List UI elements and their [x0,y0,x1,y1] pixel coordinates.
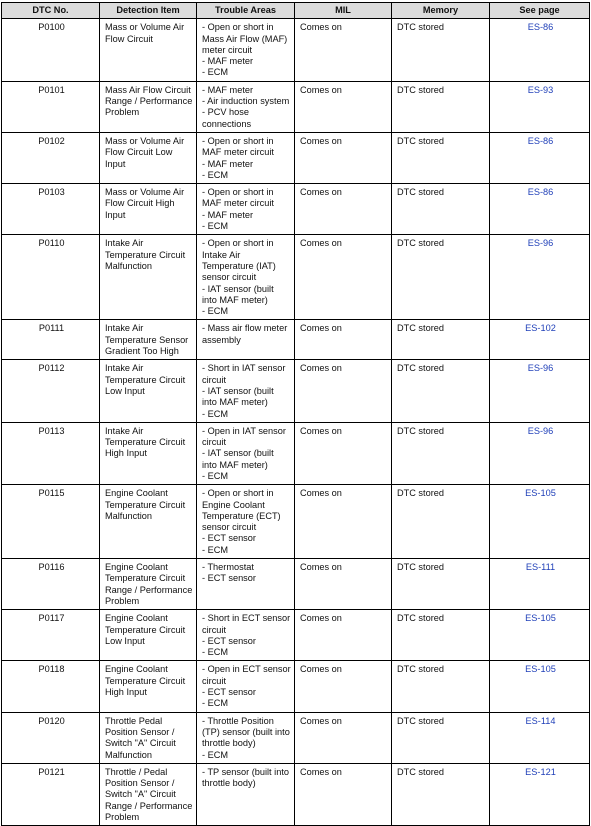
dtc-code-cell: P0117 [2,610,100,661]
mil-cell: Comes on [295,360,392,422]
header-see-page: See page [490,3,590,19]
memory-cell: DTC stored [392,763,490,825]
detection-item-cell: Mass or Volume Air Flow Circuit High Input [100,184,197,235]
mil-cell: Comes on [295,320,392,360]
trouble-areas-cell [197,19,295,81]
dtc-code-cell: P0115 [2,485,100,559]
dtc-code-cell: P0120 [2,712,100,763]
dtc-code-cell: P0102 [2,132,100,183]
trouble-areas-cell [197,81,295,132]
mil-cell: Comes on [295,422,392,484]
header-memory: Memory [392,3,490,19]
trouble-area-item: - Open or short in Engine Coolant Temperature (ECT) sensor circuit [202,488,281,533]
trouble-areas-cell [197,763,295,825]
memory-cell: DTC stored [392,610,490,661]
trouble-areas-cell [197,132,295,183]
trouble-area-item: - MAF meter [202,209,254,220]
trouble-area-item: - MAF meter [202,84,254,95]
see-page-link[interactable]: ES-114 [490,712,590,763]
trouble-area-item: - PCV hose connections [202,107,252,129]
trouble-area-item: - ECM [202,306,229,317]
trouble-areas-cell [197,712,295,763]
trouble-areas-cell [197,184,295,235]
header-mil: MIL [295,3,392,19]
see-page-link[interactable]: ES-96 [490,235,590,320]
see-page-link[interactable]: ES-86 [490,19,590,81]
mil-cell: Comes on [295,132,392,183]
trouble-area-item: - ECT sensor [202,687,256,698]
table-row [2,422,590,484]
trouble-area-item: - Open or short in MAF meter circuit [202,135,274,158]
see-page-link[interactable]: ES-86 [490,132,590,183]
header-detection-item: Detection Item [100,3,197,19]
trouble-area-item: - ECM [202,544,229,555]
trouble-area-item: - ECT sensor [202,635,256,646]
trouble-area-item: - ECM [202,647,229,658]
dtc-code-cell: P0101 [2,81,100,132]
trouble-areas-cell [197,235,295,320]
detection-item-cell: Engine Coolant Temperature Circuit Range / Performance Problem [100,559,197,610]
trouble-area-item: - Open in IAT sensor circuit [202,425,286,448]
memory-cell: DTC stored [392,661,490,712]
see-page-link[interactable]: ES-105 [490,661,590,712]
dtc-code-cell: P0121 [2,763,100,825]
trouble-area-item: - Short in IAT sensor circuit [202,363,286,385]
header-dtc-no: DTC No. [2,3,100,19]
mil-cell: Comes on [295,235,392,320]
see-page-link[interactable]: ES-96 [490,422,590,484]
dtc-code-cell: P0112 [2,360,100,422]
trouble-area-item: - Mass air flow meter assembly [202,323,288,345]
trouble-areas-cell [197,610,295,661]
trouble-area-item: - ECM [202,67,229,78]
memory-cell: DTC stored [392,235,490,320]
detection-item-cell: Throttle / Pedal Position Sensor / Switch "A" Circuit Range / Performance Problem [100,763,197,825]
see-page-link[interactable]: ES-105 [490,610,590,661]
trouble-area-item: - Open or short in Mass Air Flow (MAF) meter circuit [202,22,288,55]
memory-cell: DTC stored [392,320,490,360]
mil-cell: Comes on [295,559,392,610]
trouble-area-item: - ECM [202,749,229,760]
dtc-code-cell: P0118 [2,661,100,712]
table-row [2,81,590,132]
memory-cell: DTC stored [392,422,490,484]
detection-item-cell: Intake Air Temperature Circuit High Input [100,422,197,484]
table-row [2,485,590,559]
detection-item-cell: Intake Air Temperature Circuit Low Input [100,360,197,422]
detection-item-cell: Intake Air Temperature Circuit Malfunction [100,235,197,320]
header-row [2,3,590,19]
trouble-areas-cell [197,360,295,422]
detection-item-cell: Intake Air Temperature Sensor Gradient Too High [100,320,197,360]
trouble-area-item: - TP sensor (built into throttle body) [202,766,289,789]
table-row [2,559,590,610]
see-page-link[interactable]: ES-102 [490,320,590,360]
see-page-link[interactable]: ES-86 [490,184,590,235]
dtc-code-cell: P0110 [2,235,100,320]
detection-item-cell: Engine Coolant Temperature Circuit High Input [100,661,197,712]
mil-cell: Comes on [295,610,392,661]
dtc-code-cell: P0111 [2,320,100,360]
trouble-area-item: - ECM [202,470,229,481]
table-row [2,19,590,81]
detection-item-cell: Engine Coolant Temperature Circuit Low Input [100,610,197,661]
memory-cell: DTC stored [392,19,490,81]
trouble-area-item: - Air induction system [202,96,290,107]
trouble-area-item: - ECM [202,221,229,232]
table-row [2,610,590,661]
trouble-areas-cell [197,320,295,360]
dtc-code-cell: P0116 [2,559,100,610]
see-page-link[interactable]: ES-121 [490,763,590,825]
table-row [2,184,590,235]
see-page-link[interactable]: ES-93 [490,81,590,132]
trouble-area-item: - Open in ECT sensor circuit [202,664,291,686]
see-page-link[interactable]: ES-111 [490,559,590,610]
table-body [2,19,590,826]
trouble-area-item: - Open or short in Intake Air Temperature (IAT) sensor circuit [202,238,276,283]
trouble-areas-cell [197,661,295,712]
memory-cell: DTC stored [392,81,490,132]
table-row [2,235,590,320]
dtc-code-cell: P0103 [2,184,100,235]
trouble-area-item: - Throttle Position (TP) sensor (built into throttle body) [202,715,290,749]
detection-item-cell: Engine Coolant Temperature Circuit Malfunction [100,485,197,559]
memory-cell: DTC stored [392,184,490,235]
header-trouble-areas: Trouble Areas [197,3,295,19]
table-row [2,360,590,422]
table-row [2,320,590,360]
memory-cell: DTC stored [392,132,490,183]
trouble-area-item: - ECM [202,169,229,180]
mil-cell: Comes on [295,763,392,825]
mil-cell: Comes on [295,661,392,712]
trouble-area-item: - IAT sensor (built into MAF meter) [202,283,274,305]
memory-cell: DTC stored [392,559,490,610]
detection-item-cell: Mass Air Flow Circuit Range / Performance Problem [100,81,197,132]
dtc-table [1,2,590,826]
dtc-code-cell: P0113 [2,422,100,484]
mil-cell: Comes on [295,81,392,132]
memory-cell: DTC stored [392,360,490,422]
trouble-area-item: - Short in ECT sensor circuit [202,613,291,635]
trouble-areas-cell [197,422,295,484]
mil-cell: Comes on [295,184,392,235]
see-page-link[interactable]: ES-96 [490,360,590,422]
detection-item-cell: Mass or Volume Air Flow Circuit [100,19,197,81]
trouble-area-item: - ECM [202,408,229,419]
trouble-area-item: - ECT sensor [202,573,256,584]
trouble-area-item: - IAT sensor (built into MAF meter) [202,448,274,470]
see-page-link[interactable]: ES-105 [490,485,590,559]
trouble-area-item: - MAF meter [202,56,254,67]
mil-cell: Comes on [295,19,392,81]
trouble-area-item: - Thermostat [202,562,254,573]
table-row [2,661,590,712]
detection-item-cell: Throttle Pedal Position Sensor / Switch "A" Circuit Malfunction [100,712,197,763]
trouble-area-item: - ECM [202,698,229,709]
table-row [2,712,590,763]
mil-cell: Comes on [295,712,392,763]
memory-cell: DTC stored [392,485,490,559]
table-row [2,132,590,183]
dtc-code-cell: P0100 [2,19,100,81]
trouble-areas-cell [197,559,295,610]
trouble-areas-cell [197,485,295,559]
detection-item-cell: Mass or Volume Air Flow Circuit Low Input [100,132,197,183]
trouble-area-item: - IAT sensor (built into MAF meter) [202,385,274,408]
mil-cell: Comes on [295,485,392,559]
trouble-area-item: - ECT sensor [202,533,256,544]
memory-cell: DTC stored [392,712,490,763]
trouble-area-item: - MAF meter [202,158,254,169]
trouble-area-item: - Open or short in MAF meter circuit [202,187,274,209]
table-row [2,763,590,825]
